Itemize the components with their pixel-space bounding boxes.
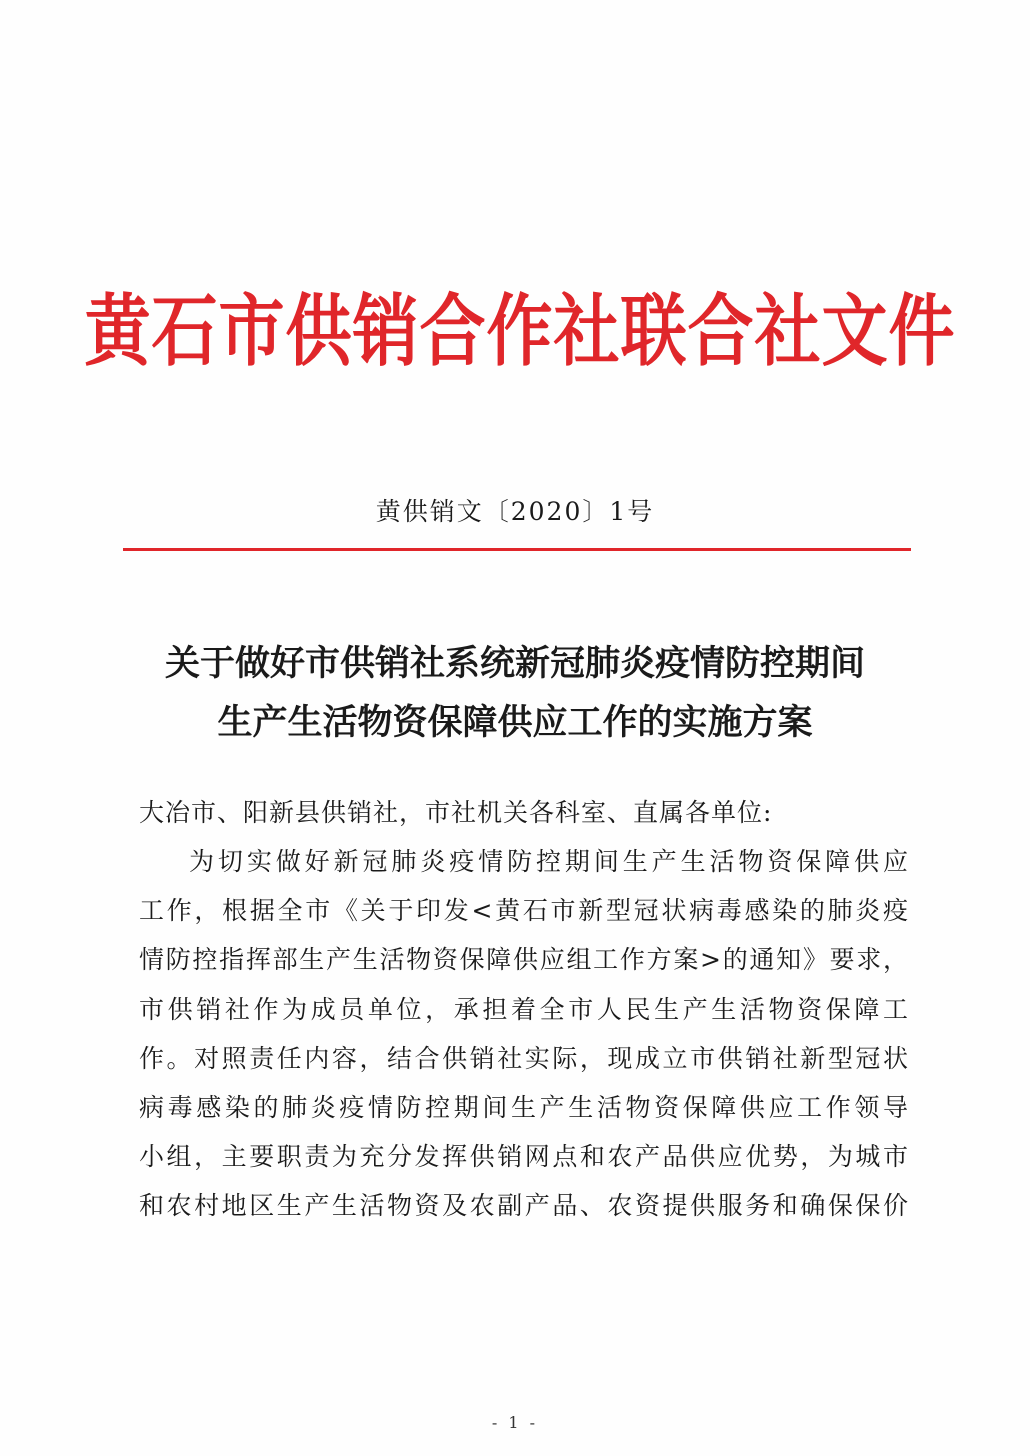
document-title-line-1: 关于做好市供销社系统新冠肺炎疫情防控期间 xyxy=(164,644,865,684)
body-line-8: 和农村地区生产生活物资及农副产品、农资提供服务和确保保价 xyxy=(139,1191,909,1220)
body-line-1: 为切实做好新冠肺炎疫情防控期间生产生活物资保障供应 xyxy=(189,847,909,876)
body-line-3: 情防控指挥部生产生活物资保障供应组工作方案>的通知》要求， xyxy=(139,945,909,974)
red-divider-line xyxy=(123,548,911,551)
document-title-line-2: 生产生活物资保障供应工作的实施方案 xyxy=(217,703,813,743)
page-number: - 1 - xyxy=(491,1413,539,1432)
salutation: 大冶市、阳新县供销社，市社机关各科室、直属各单位: xyxy=(139,798,773,827)
body-line-7: 小组，主要职责为充分发挥供销网点和农产品供应优势，为城市 xyxy=(139,1142,909,1171)
body-line-2: 工作，根据全市《关于印发<黄石市新型冠状病毒感染的肺炎疫 xyxy=(139,896,909,925)
body-line-6: 病毒感染的肺炎疫情防控期间生产生活物资保障供应工作领导 xyxy=(139,1093,909,1122)
body-line-4: 市供销社作为成员单位，承担着全市人民生产生活物资保障工 xyxy=(139,995,909,1024)
document-number: 黄供销文〔2020〕1号 xyxy=(375,497,655,526)
body-line-5: 作。对照责任内容，结合供销社实际，现成立市供销社新型冠状 xyxy=(139,1044,909,1073)
masthead-title: 黄石市供销合作社联合社文件 xyxy=(84,285,956,377)
